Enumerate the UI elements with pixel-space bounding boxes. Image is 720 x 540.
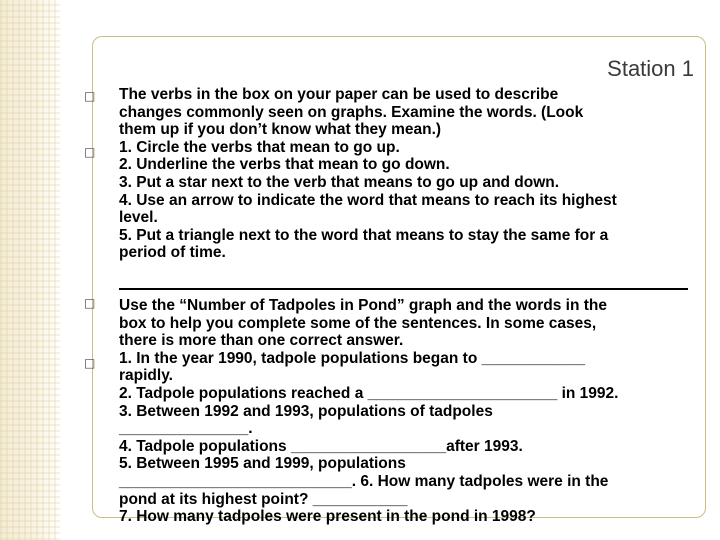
text-line: 1. Circle the verbs that mean to go up. <box>119 138 400 156</box>
bullet-icon: □ <box>84 89 96 103</box>
text-line: 4. Tadpole populations __________________after 1993. <box>119 437 523 455</box>
text-line: 4. Use an arrow to indicate the word that means to reach its highest <box>119 191 617 209</box>
bullet-icon: □ <box>84 356 96 370</box>
section-divider <box>119 288 688 290</box>
text-line: _______________. <box>119 420 253 438</box>
text-line: pond at its highest point? ___________ <box>119 490 408 508</box>
bullet-icon: □ <box>84 296 96 310</box>
text-line: 2. Underline the verbs that mean to go down. <box>119 156 450 174</box>
instructions-section-1 <box>119 86 694 262</box>
text-line: changes commonly seen on graphs. Examine the words. (Look <box>119 103 584 121</box>
text-line: them up if you don’t know what they mean.) <box>119 121 442 139</box>
text-line: 3. Put a star next to the verb that means to go up and down. <box>119 173 560 191</box>
text-line: there is more than one correct answer. <box>119 332 404 350</box>
text-line: box to help you complete some of the sentences. In some cases, <box>119 314 597 332</box>
text-line: level. <box>119 209 158 227</box>
text-line: Use the “Number of Tadpoles in Pond” graph and the words in the <box>119 297 607 314</box>
text-line: 2. Tadpole populations reached a ______________________ in 1992. <box>119 384 619 402</box>
text-line: rapidly. <box>119 367 173 385</box>
decorative-side-texture <box>0 0 60 540</box>
instructions-section-2 <box>119 297 694 526</box>
text-line: 5. Put a triangle next to the word that means to stay the same for a <box>119 226 609 244</box>
slide-title: Station 1 <box>607 56 694 81</box>
text-line: The verbs in the box on your paper can be used to describe <box>119 86 559 103</box>
text-line: 3. Between 1992 and 1993, populations of tadpoles <box>119 402 493 420</box>
bullet-icon: □ <box>84 145 96 159</box>
text-line: 1. In the year 1990, tadpole populations began to ____________ <box>119 349 586 367</box>
text-line: period of time. <box>119 244 226 262</box>
text-line: 7. How many tadpoles were present in the pond in 1998? <box>119 508 536 526</box>
text-line: 5. Between 1995 and 1999, populations <box>119 455 406 473</box>
text-line: ___________________________. 6. How many tadpoles were in the <box>119 472 609 490</box>
